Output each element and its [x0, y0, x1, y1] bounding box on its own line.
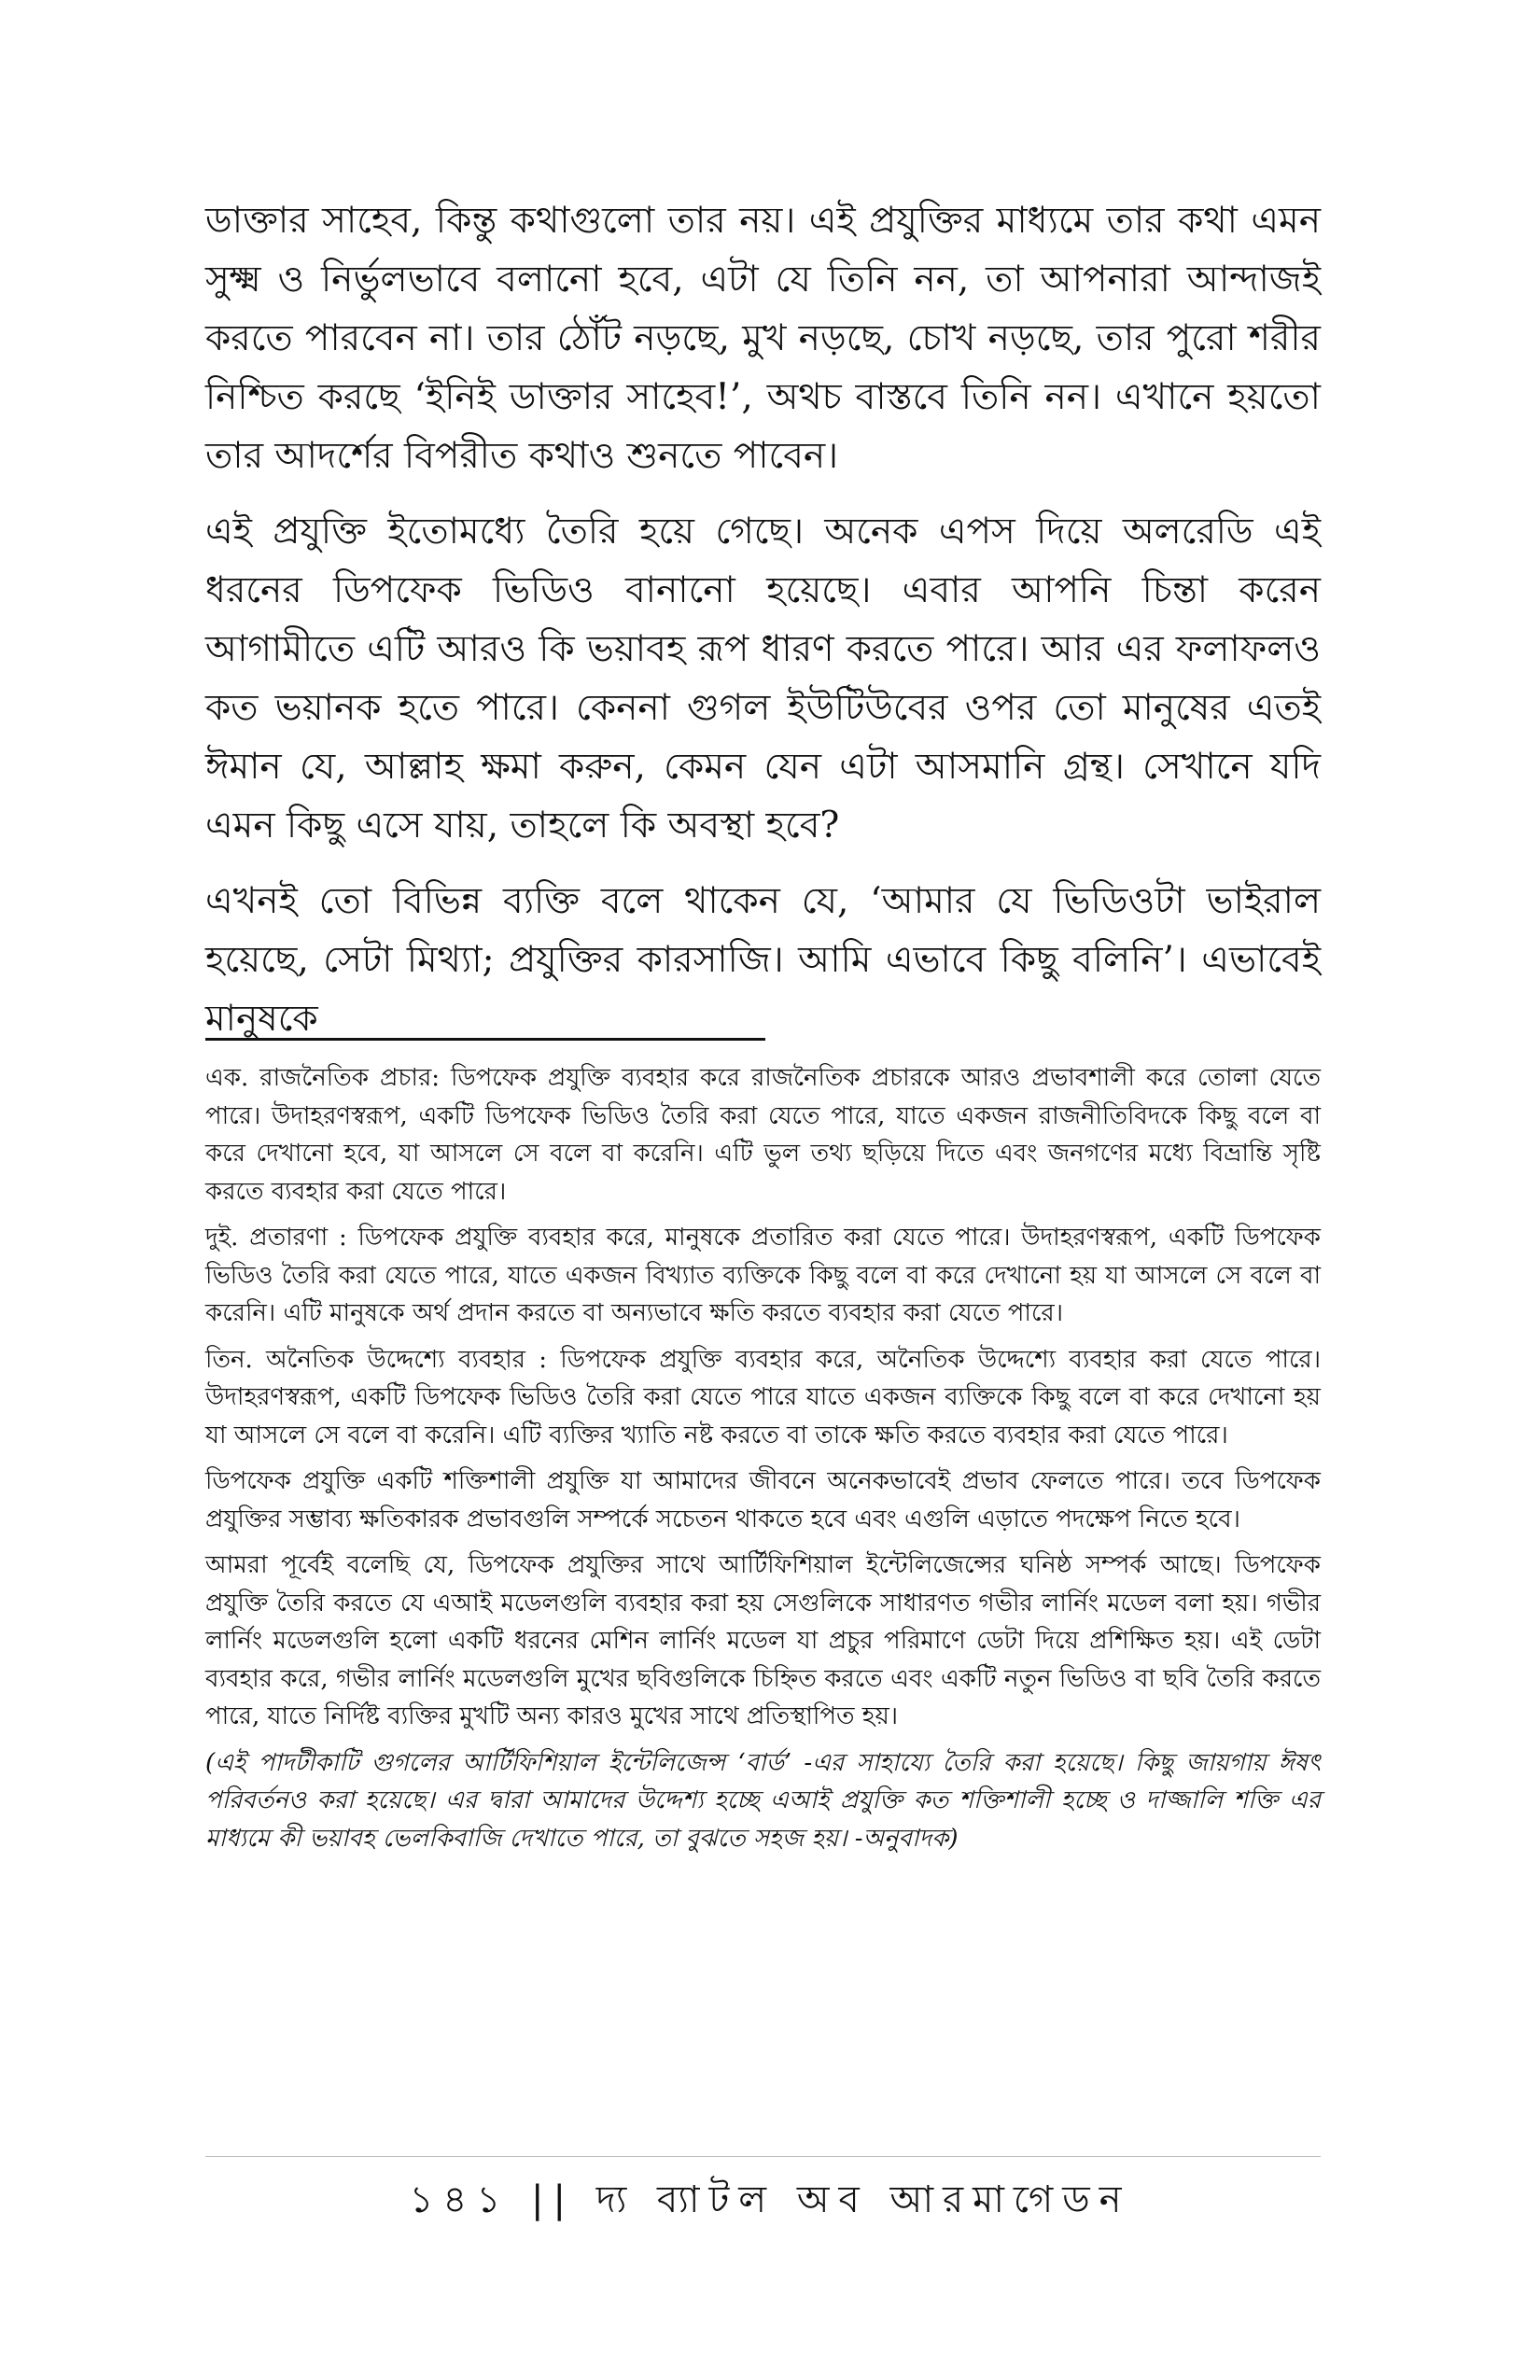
body-paragraph: এখনই তো বিভিন্ন ব্যক্তি বলে থাকেন যে, ‘আমার যে ভিডিওটা ভাইরাল হয়েছে, সেটা মিথ্যা; প্রযুক্তির কারসাজি। আমি এভাবে কিছু বলিনি’। এভাবেই মানুষকে: [205, 880, 1321, 1040]
main-text: [205, 191, 1321, 1065]
footer-divider: [205, 2156, 1321, 2157]
footnote-paragraph: আমরা পূর্বেই বলেছি যে, ডিপফেক প্রযুক্তির সাথে আর্টিফিশিয়াল ইন্টেলিজেন্সের ঘনিষ্ঠ সম্পর্ক আছে। ডিপফেক প্রযুক্তি তৈরি করতে যে এআই মডেলগুলি ব্যবহার করা হয় সেগুলিকে সাধারণত গভীর লার্নিং মডেল বলা হয়। গভীর লার্নিং মডেলগুলি হলো একটি ধরনের মেশিন লার্নিং মডেল যা প্রচুর পরিমাণে ডেটা দিয়ে প্রশিক্ষিত হয়। এই ডেটা ব্যবহার করে, গভীর লার্নিং মডেলগুলি মুখের ছবিগুলিকে চিহ্নিত করতে এবং একটি নতুন ভিডিও বা ছবি তৈরি করতে পারে, যাতে নির্দিষ্ট ব্যক্তির মুখটি অন্য কারও মুখের সাথে প্রতিস্থাপিত হয়।: [205, 1551, 1321, 1730]
body-paragraph: ডাক্তার সাহেব, কিন্তু কথাগুলো তার নয়। এই প্রযুক্তির মাধ্যমে তার কথা এমন সুক্ষ্ম ও নির্ভুলভাবে বলানো হবে, এটা যে তিনি নন, তা আপনারা আন্দাজই করতে পারবেন না। তার ঠোঁট নড়ছে, মুখ নড়ছে, চোখ নড়ছে, তার পুরো শরীর নিশ্চিত করছে ‘ইনিই ডাক্তার সাহেব!’, অথচ বাস্তবে তিনি নন। এখানে হয়তো তার আদর্শের বিপরীত কথাও শুনতে পাবেন।: [205, 200, 1321, 477]
page-footer: [0, 2170, 1540, 2233]
translator-note: (এই পাদটীকাটি গুগলের আর্টিফিশিয়াল ইন্টেলিজেন্স ‘বার্ড’ -এর সাহায্যে তৈরি করা হয়েছে। কিছু জায়গায় ঈষৎ পরিবর্তনও করা হয়েছে। এর দ্বারা আমাদের উদ্দেশ্য হচ্ছে এআই প্রযুক্তি কত শক্তিশালী হচ্ছে ও দাজ্জালি শক্তি এর মাধ্যমে কী ভয়াবহ ভেলকিবাজি দেখাতে পারে, তা বুঝতে সহজ হয়। -অনুবাদক): [205, 1748, 1321, 1853]
footnotes: [205, 1059, 1321, 1866]
body-paragraph: এই প্রযুক্তি ইতোমধ্যে তৈরি হয়ে গেছে। অনেক এপস দিয়ে অলরেডি এই ধরনের ডিপফেক ভিডিও বানানো হয়েছে। এবার আপনি চিন্তা করেন আগামীতে এটি আরও কি ভয়াবহ রূপ ধারণ করতে পারে। আর এর ফলাফলও কত ভয়ানক হতে পারে। কেননা গুগল ইউটিউবের ওপর তো মানুষের এতই ঈমান যে, আল্লাহ ক্ষমা করুন, কেমন যেন এটা আসমানি গ্রন্থ। সেখানে যদি এমন কিছু এসে যায়, তাহলে কি অবস্থা হবে?: [205, 511, 1321, 847]
footnote-paragraph: এক. রাজনৈতিক প্রচার: ডিপফেক প্রযুক্তি ব্যবহার করে রাজনৈতিক প্রচারকে আরও প্রভাবশালী করে তোলা যেতে পারে। উদাহরণস্বরূপ, একটি ডিপফেক ভিডিও তৈরি করা যেতে পারে, যাতে একজন রাজনীতিবিদকে কিছু বলে বা করে দেখানো হবে, যা আসলে সে বলে বা করেনি। এটি ভুল তথ্য ছড়িয়ে দিতে এবং জনগণের মধ্যে বিভ্রান্তি সৃষ্টি করতে ব্যবহার করা যেতে পারে।: [205, 1064, 1321, 1206]
footnote-paragraph: দুই. প্রতারণা : ডিপফেক প্রযুক্তি ব্যবহার করে, মানুষকে প্রতারিত করা যেতে পারে। উদাহরণস্বরূপ, একটি ডিপফেক ভিডিও তৈরি করা যেতে পারে, যাতে একজন বিখ্যাত ব্যক্তিকে কিছু বলে বা করে দেখানো হয় যা আসলে সে বলে বা করেনি। এটি মানুষকে অর্থ প্রদান করতে বা অন্যভাবে ক্ষতি করতে ব্যবহার করা যেতে পারে।: [205, 1224, 1321, 1327]
book-title: দ্য ব্যাটল অব আরমাগেডন: [595, 2178, 1131, 2221]
footer-separator: ||: [531, 2178, 575, 2221]
footnote-divider: [205, 1038, 765, 1041]
footnote-paragraph: ডিপফেক প্রযুক্তি একটি শক্তিশালী প্রযুক্তি যা আমাদের জীবনে অনেকভাবেই প্রভাব ফেলতে পারে। তবে ডিপফেক প্রযুক্তির সম্ভাব্য ক্ষতিকারক প্রভাবগুলি সম্পর্কে সচেতন থাকতে হবে এবং এগুলি এড়াতে পদক্ষেপ নিতে হবে।: [205, 1467, 1321, 1533]
page-number: ১৪১: [409, 2178, 511, 2221]
footnote-paragraph: তিন. অনৈতিক উদ্দেশ্যে ব্যবহার : ডিপফেক প্রযুক্তি ব্যবহার করে, অনৈতিক উদ্দেশ্যে ব্যবহার করা যেতে পারে। উদাহরণস্বরূপ, একটি ডিপফেক ভিডিও তৈরি করা যেতে পারে যাতে একজন ব্যক্তিকে কিছু বলে বা করে দেখানো হয় যা আসলে সে বলে বা করেনি। এটি ব্যক্তির খ্যাতি নষ্ট করতে বা তাকে ক্ষতি করতে ব্যবহার করা যেতে পারে।: [205, 1345, 1321, 1449]
